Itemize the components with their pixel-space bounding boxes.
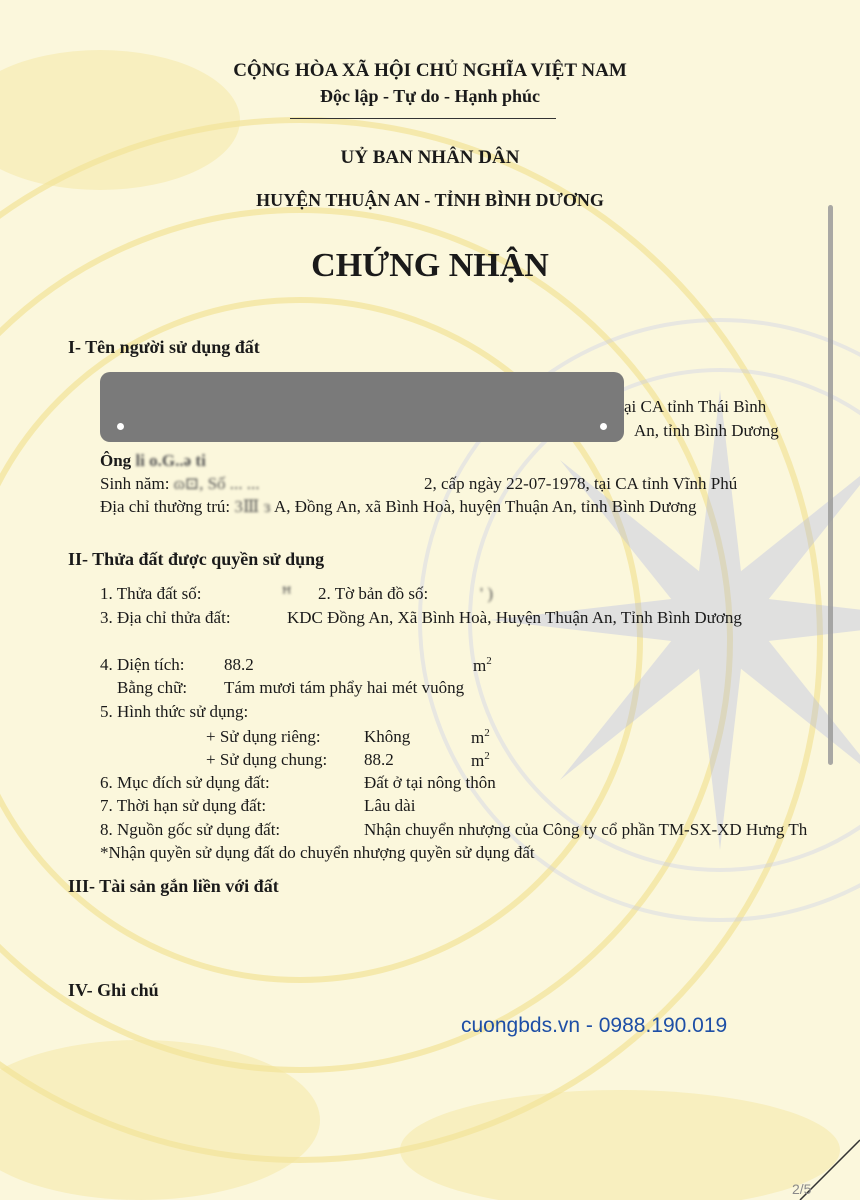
area-label: 4. Diện tích: (100, 655, 185, 674)
address-obscured: 3Ⅲ ɜ (234, 497, 271, 516)
section4-heading: IV- Ghi chú (68, 980, 159, 1000)
document-title: CHỨNG NHẬN (311, 247, 549, 284)
owner2-prefix: Ông (100, 451, 132, 470)
shared-use-label: + Sử dụng chung: (206, 750, 328, 769)
section1-heading: I- Tên người sử dụng đất (68, 337, 260, 357)
owner2-address-line (100, 497, 697, 517)
origin-label: 8. Nguồn gốc sử dụng đất: (100, 820, 281, 839)
shared-use-value: 88.2 (364, 750, 394, 769)
area-value: 88.2 (224, 655, 254, 674)
birth-obscured: ɷ⊡, Số ... ... (173, 474, 260, 493)
birth-id-tail: 2, cấp ngày 22-07-1978, tại CA tỉnh Vĩnh Phú (424, 474, 738, 493)
origin-value: Nhận chuyển nhượng của Công ty cổ phần TM-SX-XD Hưng Th (364, 820, 808, 839)
plot-address-label: 3. Địa chỉ thửa đất: (100, 608, 231, 627)
page-indicator: 2/5 (792, 1181, 812, 1197)
redaction-box (100, 372, 624, 442)
owner1-address-tail: An, tỉnh Bình Dương (634, 421, 779, 440)
section3-heading: III- Tài sản gắn liền với đất (68, 876, 279, 896)
private-use-label: + Sử dụng riêng: (206, 727, 321, 746)
map-sheet-label: 2. Tờ bản đồ số: (318, 584, 429, 603)
committee-heading: UỶ BAN NHÂN DÂN (340, 147, 520, 168)
shared-use-unit: $m^2$ (471, 750, 490, 770)
vertical-scrollbar[interactable] (828, 205, 833, 765)
birth-label: Sinh năm: (100, 474, 170, 493)
plot-number-value: ꟸ (282, 584, 292, 603)
redaction-handle-left (117, 423, 124, 430)
owner1-id-tail: ại CA tỉnh Thái Bình (624, 397, 767, 416)
motto: Độc lập - Tự do - Hạnh phúc (319, 86, 541, 106)
owner2-name-obscured: li o.G..ə ti (135, 451, 206, 470)
nation-heading: CỘNG HÒA XÃ HỘI CHỦ NGHĨA VIỆT NAM (233, 60, 627, 81)
redaction-handle-right (600, 423, 607, 430)
owner2-line (100, 451, 206, 471)
plot-number-label: 1. Thửa đất số: (100, 584, 202, 603)
owner2-birth-line (100, 474, 260, 494)
transfer-note: *Nhận quyền sử dụng đất do chuyển nhượng quyền sử dụng đất (100, 843, 535, 862)
plot-address-value: KDC Đồng An, Xã Bình Hoà, Huyện Thuận An, Tỉnh Bình Dương (287, 608, 742, 627)
area-words-label: Bằng chữ: (117, 678, 188, 697)
district-heading: HUYỆN THUẬN AN - TỈNH BÌNH DƯƠNG (256, 190, 604, 210)
purpose-label: 6. Mục đích sử dụng đất: (100, 773, 270, 792)
private-use-unit: $m^2$ (471, 727, 490, 747)
term-value: Lâu dài (364, 796, 416, 815)
address-label: Địa chỉ thường trú: (100, 497, 231, 516)
section2-heading: II- Thửa đất được quyền sử dụng (68, 549, 325, 569)
map-sheet-value: ' ) (480, 584, 493, 603)
area-words-value: Tám mươi tám phẩy hai mét vuông (224, 678, 465, 697)
purpose-value: Đất ở tại nông thôn (364, 773, 496, 792)
address-tail: A, Đồng An, xã Bình Hoà, huyện Thuận An, tỉnh Bình Dương (273, 497, 697, 516)
area-unit: $m^2$ (473, 655, 492, 675)
motto-underline (290, 118, 556, 119)
usage-form-label: 5. Hình thức sử dụng: (100, 702, 249, 721)
watermark-contact: cuongbds.vn - 0988.190.019 (461, 1014, 728, 1037)
private-use-value: Không (364, 727, 411, 746)
term-label: 7. Thời hạn sử dụng đất: (100, 796, 267, 815)
